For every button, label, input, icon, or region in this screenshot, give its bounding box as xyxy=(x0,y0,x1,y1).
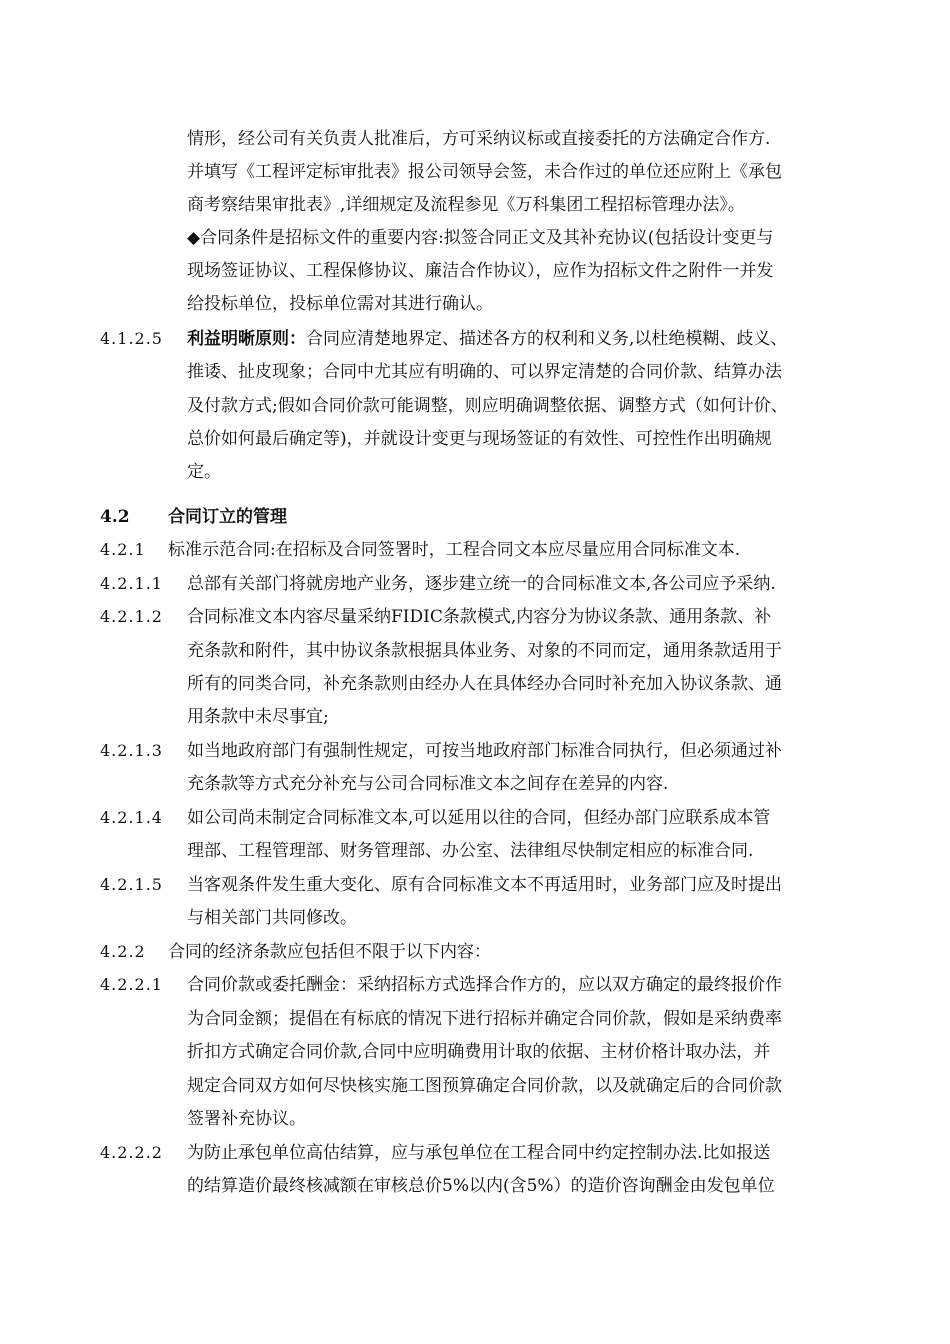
section-number: 4.1.2.5 xyxy=(100,329,163,348)
section-number: 4.2.2.2 xyxy=(100,1143,163,1162)
paragraph-line: 理部、工程管理部、财务管理部、办公室、法律组尽快制定相应的标准合同. xyxy=(187,841,754,861)
paragraph-line: 充条款和附件，其中协议条款根据具体业务、对象的不同而定，通用条款适用于 xyxy=(187,641,782,661)
paragraph-line: 情形，经公司有关负责人批准后，方可采纳议标或直接委托的方法确定合作方. xyxy=(187,129,771,149)
section-title: 利益明晰原则： xyxy=(187,329,306,349)
paragraph-line: ◆合同条件是招标文件的重要内容:拟签合同正文及其补充协议(包括设计变更与 xyxy=(187,228,774,248)
paragraph-line: 定。 xyxy=(187,462,221,482)
paragraph-line: 用条款中未尽事宜; xyxy=(187,707,329,727)
section-number: 4.2.2.1 xyxy=(100,975,163,994)
section-number: 4.2.1 xyxy=(100,540,146,559)
section-number: 4.2.1.1 xyxy=(100,574,163,593)
paragraph-line: 折扣方式确定合同价款,合同中应明确费用计取的依据、主材价格计取办法，并 xyxy=(187,1042,771,1062)
paragraph-line: 的结算造价最终核减额在审核总价5%以内(含5%）的造价咨询酬金由发包单位 xyxy=(187,1176,775,1196)
paragraph-line: 及付款方式;假如合同价款可能调整，则应明确调整依据、调整方式（如何计价、 xyxy=(187,396,788,416)
section-number: 4.2.1.3 xyxy=(100,741,163,760)
paragraph-line: 为合同金额；提倡在有标底的情况下进行招标并确定合同价款，假如是采纳费率 xyxy=(187,1009,782,1029)
paragraph-line: 合同的经济条款应包括但不限于以下内容： xyxy=(168,942,491,962)
paragraph-text: 合同应清楚地界定、描述各方的权利和义务,以杜绝模糊、歧义、 xyxy=(306,329,788,349)
paragraph-line: 充条款等方式充分补充与公司合同标准文本之间存在差异的内容. xyxy=(187,774,669,794)
paragraph-line: 为防止承包单位高估结算，应与承包单位在工程合同中约定控制办法.比如报送 xyxy=(187,1143,771,1163)
paragraph-line: 如当地政府部门有强制性规定，可按当地政府部门标准合同执行，但必须通过补 xyxy=(187,741,782,761)
paragraph-line: 规定合同双方如何尽快核实施工图预算确定合同价款，以及就确定后的合同价款 xyxy=(187,1076,782,1096)
paragraph-line: 如公司尚未制定合同标准文本,可以延用以往的合同，但经办部门应联系成本管 xyxy=(187,808,771,828)
paragraph-line: 推诿、扯皮现象；合同中尤其应有明确的、可以界定清楚的合同价款、结算办法 xyxy=(187,362,782,382)
section-number: 4.2.1.5 xyxy=(100,875,163,894)
paragraph-line: 签署补充协议。 xyxy=(187,1109,306,1129)
paragraph-line: 合同标准文本内容尽量采纳FIDIC条款模式,内容分为协议条款、通用条款、补 xyxy=(187,607,772,627)
paragraph-line: 标准示范合同:在招标及合同签署时，工程合同文本应尽量应用合同标准文本. xyxy=(168,540,741,560)
paragraph-line: 合同价款或委托酬金：采纳招标方式选择合作方的，应以双方确定的最终报价作 xyxy=(187,975,782,995)
paragraph-line: 商考察结果审批表》,详细规定及流程参见《万科集团工程招标管理办法》。 xyxy=(187,195,745,215)
paragraph-line: 当客观条件发生重大变化、原有合同标准文本不再适用时，业务部门应及时提出 xyxy=(187,875,782,895)
section-heading: 合同订立的管理 xyxy=(168,507,287,527)
paragraph-line: 并填写《工程评定标审批表》报公司领导会签，未合作过的单位还应附上《承包 xyxy=(187,162,782,182)
paragraph-line: 总价如何最后确定等)，并就设计变更与现场签证的有效性、可控性作出明确规 xyxy=(187,429,772,449)
section-number: 4.2.1.4 xyxy=(100,808,163,827)
paragraph-line: 所有的同类合同，补充条款则由经办人在具体经办合同时补充加入协议条款、通 xyxy=(187,674,782,694)
section-heading-number: 4.2 xyxy=(100,507,130,527)
section-number: 4.2.2 xyxy=(100,942,146,961)
paragraph-line: 现场签证协议、工程保修协议、廉洁合作协议），应作为招标文件之附件一并发 xyxy=(187,261,774,281)
paragraph-line: 与相关部门共同修改。 xyxy=(187,908,357,928)
section-number: 4.2.1.2 xyxy=(100,607,163,626)
paragraph-line xyxy=(187,329,787,349)
paragraph-line: 给投标单位，投标单位需对其进行确认。 xyxy=(187,294,493,314)
paragraph-line: 总部有关部门将就房地产业务，逐步建立统一的合同标准文本,各公司应予采纳. xyxy=(187,574,776,594)
